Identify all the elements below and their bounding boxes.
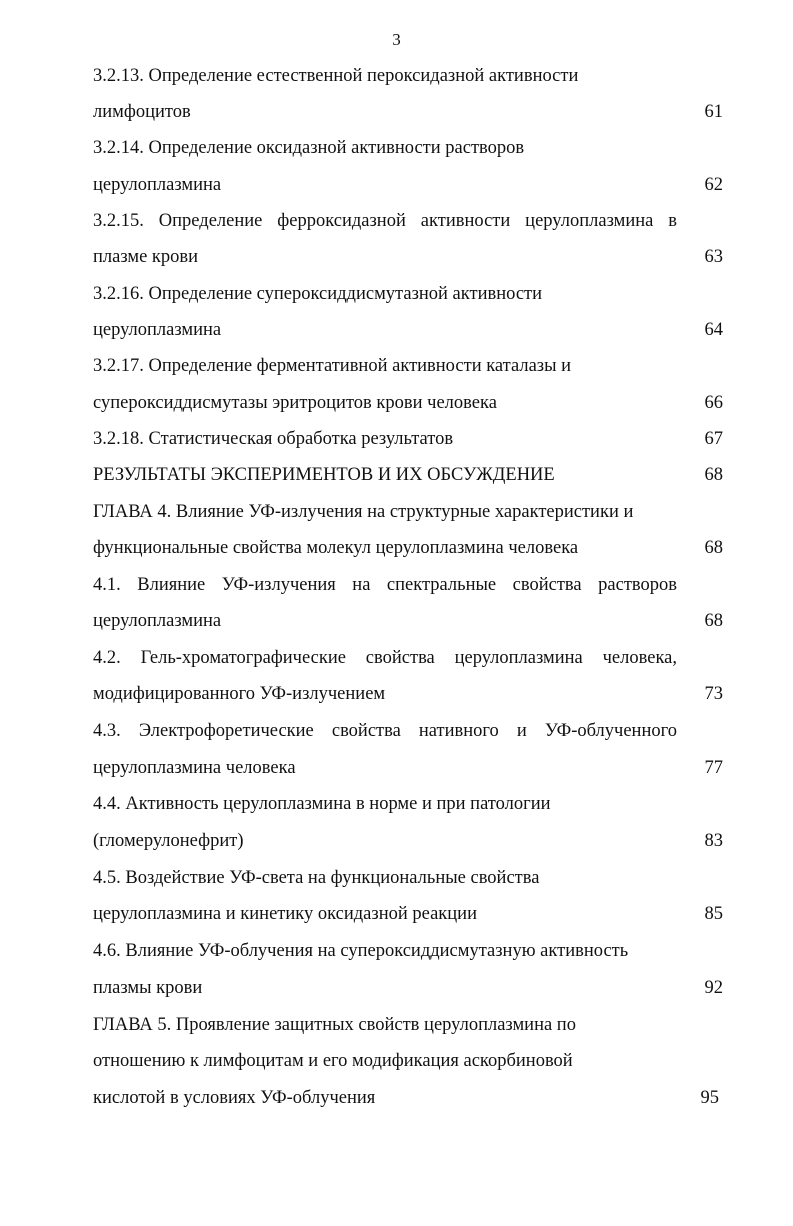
toc-entry-4-3-line1 [93,716,723,746]
page-number: 3 [392,30,401,49]
toc-entry-title: 3.2.15. Определение ферроксидазной активности церулоплазмина в [93,211,677,231]
toc-entry-results [93,460,723,490]
toc-entry-4-5-line1 [93,863,723,893]
toc-entry-title: 3.2.18. Статистическая обработка результатов [93,429,454,449]
toc-entry-title: 4.5. Воздействие УФ-света на функциональные свойства [93,868,540,888]
toc-page-number: 68 [704,538,723,558]
toc-entry-title: функциональные свойства молекул церулоплазмина человека [93,538,579,558]
toc-entry-chapter-5-line3 [93,1083,723,1113]
toc-entry-4-2-line2 [93,679,723,709]
toc-entry-3-2-18 [93,424,723,454]
toc-page-number: 68 [704,611,723,631]
toc-entry-title: 3.2.16. Определение супероксиддисмутазной активности [93,284,543,304]
toc-entry-title: 4.6. Влияние УФ-облучения на супероксиддисмутазную активность [93,941,629,961]
toc-entry-title: плазмы крови [93,978,203,998]
toc-entry-4-5-line2 [93,899,723,929]
toc-entry-3-2-13-line2 [93,97,723,127]
toc-entry-title: 4.3. Электрофоретические свойства нативного и УФ-облученного [93,721,677,741]
toc-entry-4-3-line2 [93,753,723,783]
toc-entry-4-6-line1 [93,936,723,966]
toc-entry-title: отношению к лимфоцитам и его модификация аскорбиновой [93,1051,573,1071]
toc-entry-3-2-17-line2 [93,388,723,418]
toc-entry-chapter-4-line2 [93,533,723,563]
toc-entry-title: лимфоцитов [93,102,191,122]
toc-entry-title: церулоплазмина и кинетику оксидазной реакции [93,904,477,924]
toc-entry-title: ГЛАВА 4. Влияние УФ-излучения на структурные характеристики и [93,502,634,522]
toc-entry-title: супероксиддисмутазы эритроцитов крови человека [93,393,497,413]
toc-entry-title: кислотой в условиях УФ-облучения [93,1088,376,1108]
toc-entry-title: (гломерулонефрит) [93,831,244,851]
toc-page-number: 83 [704,831,723,851]
toc-page-number: 77 [704,758,723,778]
toc-entry-3-2-17-line1 [93,351,723,381]
toc-page-number: 68 [704,465,723,485]
toc-entry-title: 3.2.14. Определение оксидазной активности растворов [93,138,525,158]
toc-entry-4-4-line2 [93,826,723,856]
toc-entry-3-2-14-line1 [93,133,723,163]
toc-page-number: 63 [704,247,723,267]
toc-page-number: 67 [704,429,723,449]
toc-entry-title: РЕЗУЛЬТАТЫ ЭКСПЕРИМЕНТОВ И ИХ ОБСУЖДЕНИЕ [93,465,555,485]
toc-entry-title: 4.2. Гель-хроматографические свойства церулоплазмина человека, [93,648,677,668]
toc-page-number: 95 [700,1088,719,1108]
toc-entry-title: церулоплазмина [93,175,222,195]
toc-page-number: 85 [704,904,723,924]
toc-entry-title: 4.4. Активность церулоплазмина в норме и при патологии [93,794,551,814]
toc-page-number: 66 [704,393,723,413]
toc-entry-title: модифицированного УФ-излучением [93,684,386,704]
toc-entry-title: 3.2.17. Определение ферментативной активности каталазы и [93,356,572,376]
toc-entry-3-2-16-line2 [93,315,723,345]
toc-entry-3-2-13-line1 [93,61,723,91]
toc-page-number: 64 [704,320,723,340]
toc-entry-4-1-line1 [93,570,723,600]
toc-page-number: 61 [704,102,723,122]
toc-entry-4-2-line1 [93,643,723,673]
toc-entry-chapter-5-line2 [93,1046,723,1076]
toc-entry-title: церулоплазмина человека [93,758,296,778]
toc-entry-3-2-15-line2 [93,242,723,272]
toc-page-number: 62 [704,175,723,195]
toc-page-number: 92 [704,978,723,998]
toc-entry-3-2-15-line1 [93,206,723,236]
toc-entry-title: ГЛАВА 5. Проявление защитных свойств церулоплазмина по [93,1015,576,1035]
toc-entry-title: 4.1. Влияние УФ-излучения на спектральные свойства растворов [93,575,677,595]
toc-entry-4-1-line2 [93,606,723,636]
toc-entry-4-4-line1 [93,789,723,819]
toc-entry-4-6-line2 [93,973,723,1003]
toc-entry-3-2-14-line2 [93,170,723,200]
toc-entry-chapter-4-line1 [93,497,723,527]
toc-entry-title: 3.2.13. Определение естественной пероксидазной активности [93,66,579,86]
toc-entry-chapter-5-line1 [93,1010,723,1040]
toc-entry-title: плазме крови [93,247,199,267]
toc-entry-3-2-16-line1 [93,279,723,309]
toc-entry-title: церулоплазмина [93,320,222,340]
toc-entry-title: церулоплазмина [93,611,222,631]
toc-page-number: 73 [704,684,723,704]
